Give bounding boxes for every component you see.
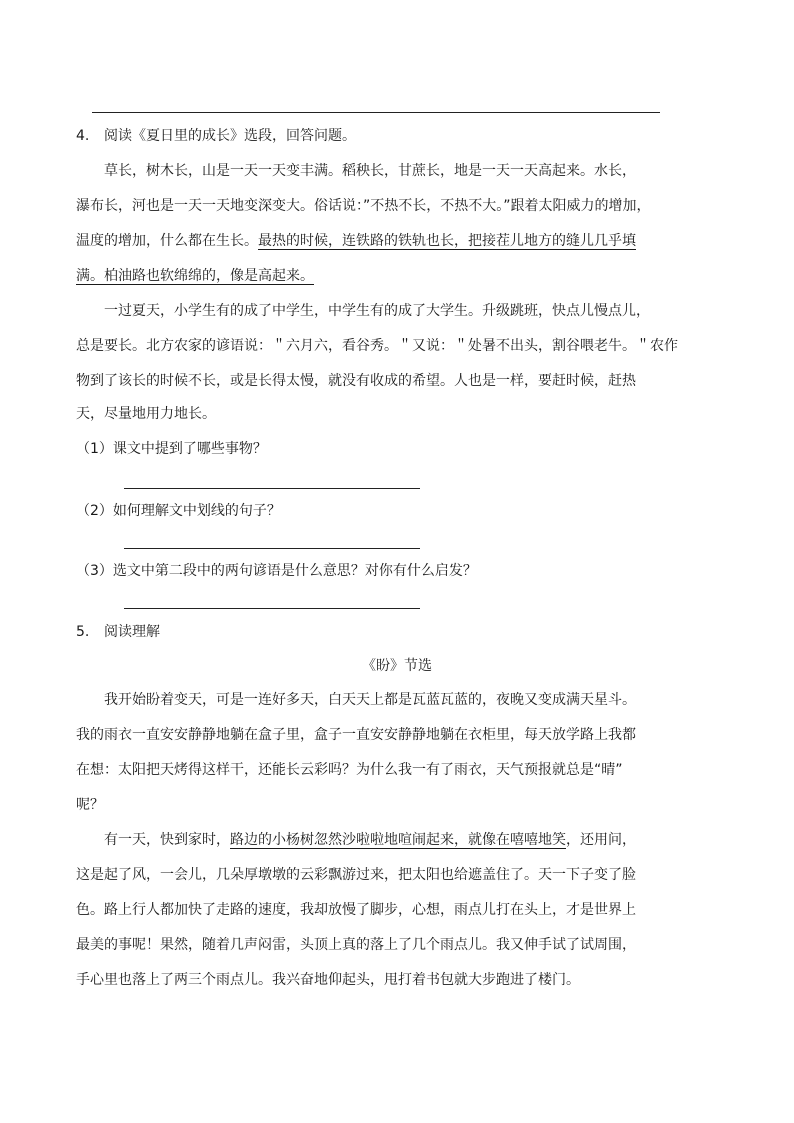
q5-passage-line: 呢？ [76,797,104,813]
q5-prompt: 阅读理解 [104,624,160,640]
q5-number: 5. [76,624,90,640]
q4-answer-line-3[interactable] [124,608,420,609]
q5-passage-text: ，还用问， [566,832,636,848]
q4-passage-line: 天，尽量地用力地长。 [76,406,216,422]
q4-passage-text: 温度的增加，什么都在生长。 [76,233,258,249]
q5-passage-line: 我开始盼着变天，可是一连好多天，白天天上都是瓦蓝瓦蓝的，夜晚又变成满天星斗。 [104,692,636,708]
q4-underlined-sentence: 最热的时候，连铁路的铁轨也长，把接茬儿地方的缝儿几乎填 [258,233,636,249]
q4-number: 4. [76,128,90,144]
q5-passage-line: 在想：太阳把天烤得这样干，还能长云彩吗？为什么我一有了雨衣，天气预报就总是“晴” [76,762,623,778]
q4-prompt: 阅读《夏日里的成长》选段，回答问题。 [104,128,356,144]
q5-passage-text: 有一天，快到家时， [104,832,230,848]
q4-passage-line: 总是要长。北方农家的谚语说：＂六月六，看谷秀。＂又说：＂处暑不出头，割谷喂老牛。＂农作 [76,338,678,354]
q5-passage-line: 这是起了风，一会儿，几朵厚墩墩的云彩飘游过来，把太阳也给遮盖住了。天一下子变了脸 [76,867,636,883]
q5-passage-line: 色。路上行人都加快了走路的速度，我却放慢了脚步，心想，雨点儿打在头上，才是世界上 [76,902,636,918]
q4-passage-line: 物到了该长的时候不长，或是长得太慢，就没有收成的希望。人也是一样，要赶时候，赶热 [76,373,636,389]
q5-passage-line: 我的雨衣一直安安静静地躺在盒子里，盒子一直安安静静地躺在衣柜里，每天放学路上我都 [76,727,636,743]
q4-underlined-sentence-end: 满。柏油路也软绵绵的，像是高起来。 [76,268,314,284]
q4-question-1: （1）课文中提到了哪些事物？ [76,441,267,457]
q4-passage-line: 草长，树木长，山是一天一天变丰满。稻秧长，甘蔗长，地是一天一天高起来。水长， [104,163,636,179]
q4-passage-line [76,232,636,250]
q4-heading [76,127,356,145]
q4-passage-line: 一过夏天，小学生有的成了中学生，中学生有的成了大学生。升级跳班，快点儿慢点儿， [104,303,650,319]
q4-passage-line: 瀑布长，河也是一天一天地变深变大。俗话说：”不热不长，不热不大。”跟着太阳威力的增加， [76,198,651,214]
q4-question-2: （2）如何理解文中划线的句子？ [76,503,281,519]
q4-answer-line-1[interactable] [124,488,420,489]
q5-passage-title: 《盼》节选 [362,658,432,674]
top-answer-line [92,112,660,113]
q5-passage-line [104,831,636,849]
q4-answer-line-2[interactable] [124,548,420,549]
q4-passage-line [76,267,314,285]
q5-underlined-sentence: 路边的小杨树忽然沙啦啦地喧闹起来，就像在嘻嘻地笑 [230,832,566,848]
q5-passage-line: 最美的事呢！果然，随着几声闷雷，头顶上真的落上了几个雨点儿。我又伸手试了试周围， [76,937,636,953]
q5-heading [76,623,160,641]
q4-question-3: （3）选文中第二段中的两句谚语是什么意思？对你有什么启发？ [76,563,477,579]
q5-passage-line: 手心里也落上了两三个雨点儿。我兴奋地仰起头，甩打着书包就大步跑进了楼门。 [76,972,580,988]
